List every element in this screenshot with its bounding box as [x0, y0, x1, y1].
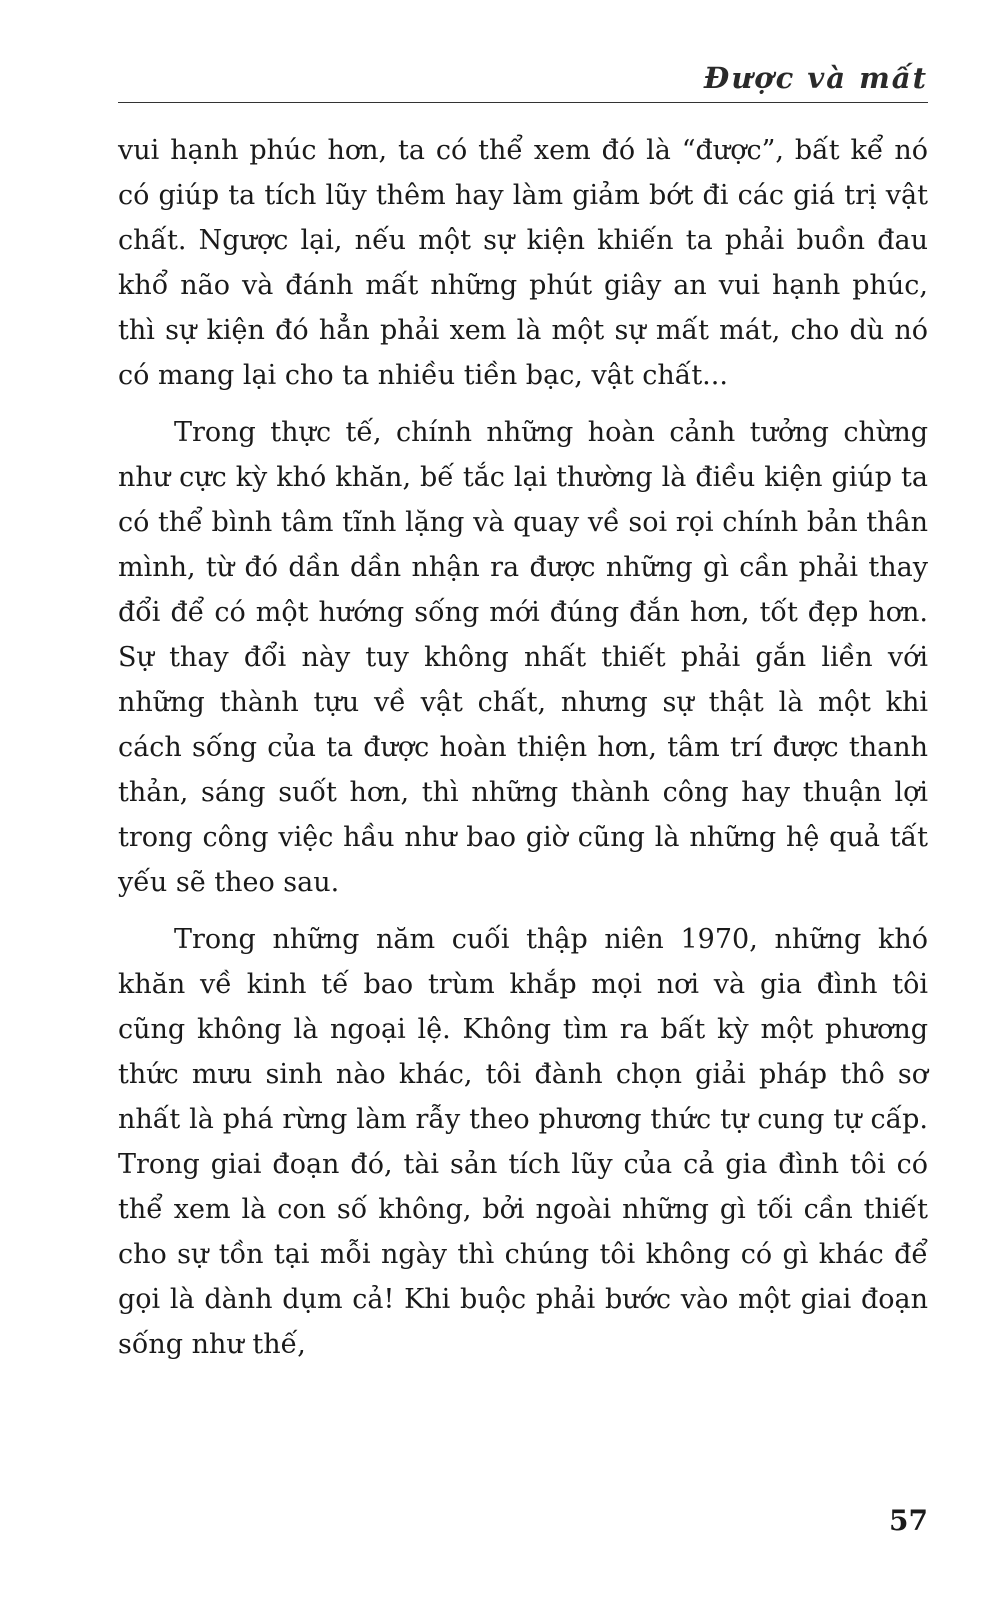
- paragraph-continued: vui hạnh phúc hơn, ta có thể xem đó là “được”, bất kể nó có giúp ta tích lũy thêm hay làm giảm bớt đi các giá trị vật chất. Ngược lại, nếu một sự kiện khiến ta phải buồn đau khổ não và đánh mất những phút giây an vui hạnh phúc, thì sự kiện đó hẳn phải xem là một sự mất mát, cho dù nó có mang lại cho ta nhiều tiền bạc, vật chất...: [118, 135, 928, 391]
- page-number: 57: [889, 1504, 928, 1537]
- running-header: Được và mất: [703, 61, 928, 95]
- header-divider: [118, 102, 928, 103]
- paragraph: Trong thực tế, chính những hoàn cảnh tưởng chừng như cực kỳ khó khăn, bế tắc lại thường là điều kiện giúp ta có thể bình tâm tĩnh lặng và quay về soi rọi chính bản thân mình, từ đó dần dần nhận ra được những gì cần phải thay đổi để có một hướng sống mới đúng đắn hơn, tốt đẹp hơn. Sự thay đổi này tuy không nhất thiết phải gắn liền với những thành tựu về vật chất, nhưng sự thật là một khi cách sống của ta được hoàn thiện hơn, tâm trí được thanh thản, sáng suốt hơn, thì những thành công hay thuận lợi trong công việc hầu như bao giờ cũng là những hệ quả tất yếu sẽ theo sau.: [118, 417, 928, 898]
- paragraph: Trong những năm cuối thập niên 1970, những khó khăn về kinh tế bao trùm khắp mọi nơi và gia đình tôi cũng không là ngoại lệ. Không tìm ra bất kỳ một phương thức mưu sinh nào khác, tôi đành chọn giải pháp thô sơ nhất là phá rừng làm rẫy theo phương thức tự cung tự cấp. Trong giai đoạn đó, tài sản tích lũy của cả gia đình tôi có thể xem là con số không, bởi ngoài những gì tối cần thiết cho sự tồn tại mỗi ngày thì chúng tôi không có gì khác để gọi là dành dụm cả! Khi buộc phải bước vào một giai đoạn sống như thế,: [118, 924, 928, 1360]
- body-text: [118, 128, 928, 1367]
